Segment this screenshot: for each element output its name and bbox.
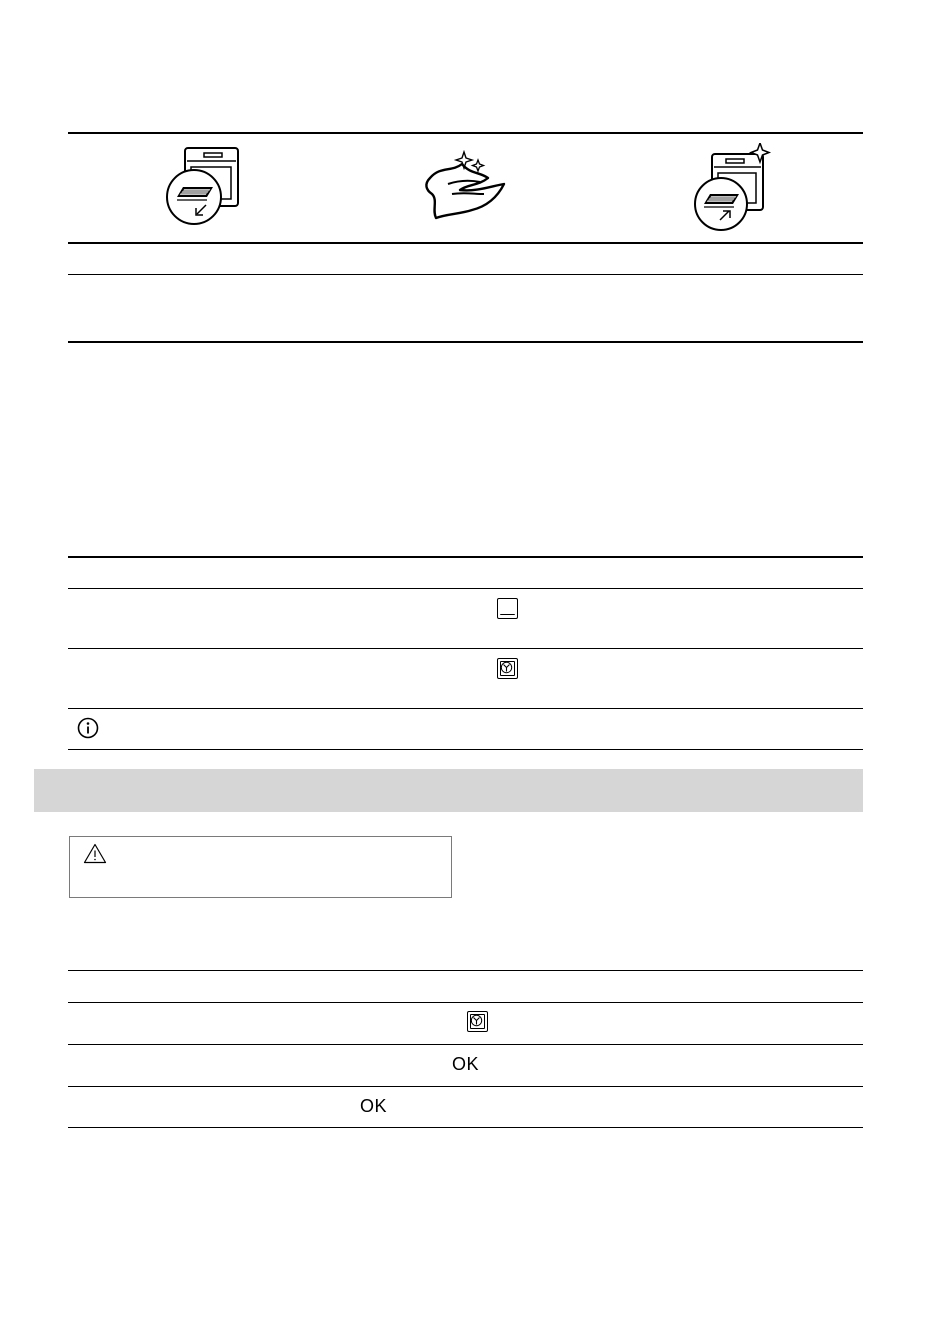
table-rule bbox=[68, 588, 863, 589]
fan-function-icon bbox=[467, 1011, 488, 1032]
oven-light-function-icon bbox=[497, 598, 518, 619]
table-bottom-rule bbox=[68, 341, 863, 343]
table-rule bbox=[68, 1044, 863, 1045]
ok-button-symbol: OK bbox=[452, 1054, 480, 1074]
section-heading-bar bbox=[34, 769, 863, 812]
table-rule bbox=[68, 1086, 863, 1087]
table-rule bbox=[68, 648, 863, 649]
table-bottom-rule bbox=[68, 749, 863, 750]
table-top-rule bbox=[68, 970, 863, 971]
info-icon bbox=[77, 717, 99, 739]
table-bottom-rule bbox=[68, 1127, 863, 1128]
ok-button-symbol: OK bbox=[360, 1096, 388, 1116]
oven-install-rack-icon bbox=[692, 143, 774, 231]
table-rule bbox=[68, 708, 863, 709]
warning-icon bbox=[83, 843, 107, 864]
table-rule bbox=[68, 242, 863, 244]
oven-remove-rack-icon bbox=[165, 145, 245, 229]
table-rule bbox=[68, 274, 863, 275]
table-top-rule bbox=[68, 556, 863, 558]
table-top-rule bbox=[68, 132, 863, 134]
cleaning-hand-icon bbox=[418, 150, 512, 222]
table-rule bbox=[68, 1002, 863, 1003]
warning-box bbox=[69, 836, 452, 898]
fan-function-icon bbox=[497, 658, 518, 679]
